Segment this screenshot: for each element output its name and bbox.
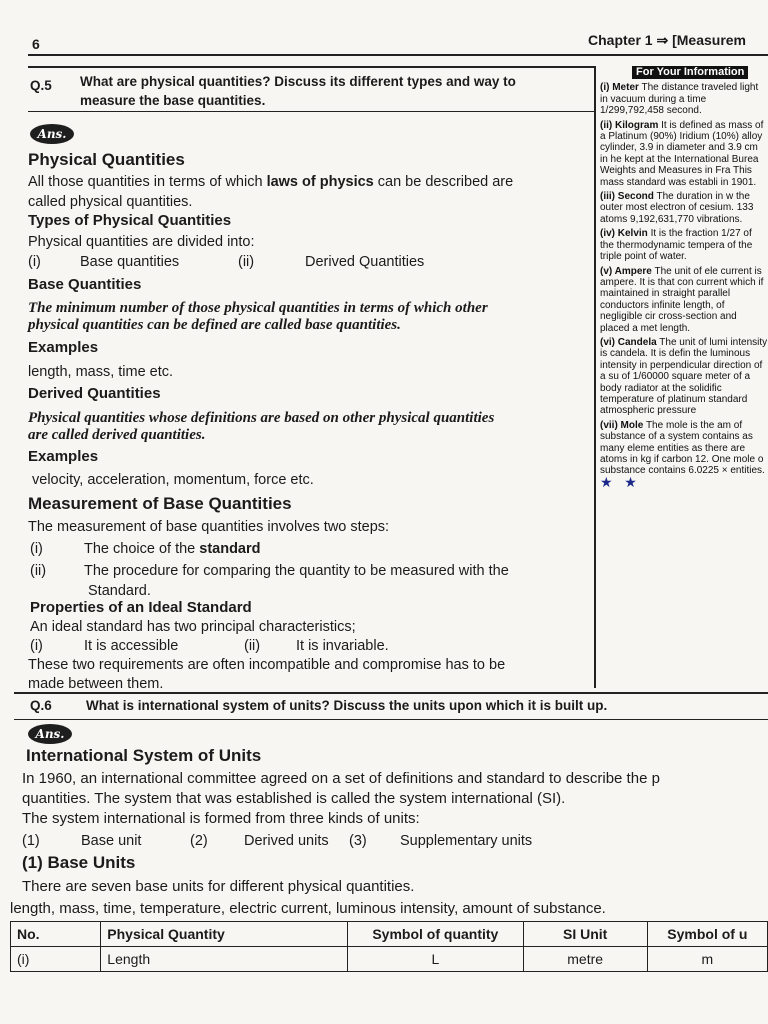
base-units-heading: (1) Base Units [22,853,136,872]
derived-examples-label: Examples [28,448,99,465]
cell-si-unit: metre [523,947,647,972]
q5-question-line2: measure the base quantities. [80,93,266,108]
step2-text [84,561,584,601]
types-item1-num: (i) [28,254,41,270]
types-heading: Types of Physical Quantities [28,212,232,229]
measurement-intro: The measurement of base quantities involves two steps: [28,519,390,535]
q5-number: Q.5 [30,78,52,93]
q6-question-rule [14,719,768,720]
kind1: Base unit [81,833,142,849]
sidebar-item-kelvin: (iv) Kelvin It is the fraction 1/27 of the thermodynamic tempera of the triple point of water. [600,228,753,263]
sidebar-item-second: (iii) Second The duration in w the outer most electron of cesium. 133 atoms 9,192,631,770 vibrations. [600,191,754,225]
cell-no: (i) [11,947,101,972]
ideal-c2-num: (ii) [244,638,261,654]
base-quantities-heading: Base Quantities [28,276,142,293]
sidebar-title: For Your Information [632,66,748,79]
q6-top-rule [14,692,768,694]
base-units-list: length, mass, time, temperature, electric current, luminous intensity, amount of substance. [10,900,606,917]
ideal-c2: It is invariable. [296,638,389,654]
physical-quantities-text [28,172,588,212]
ideal-note [28,656,590,694]
info-sidebar [600,66,768,488]
pq-text-bold: laws of physics [266,174,374,190]
th-no: No. [11,922,101,947]
derived-examples: velocity, acceleration, momentum, force etc. [32,472,314,488]
base-def-line2: physical quantities can be defined are called base quantities. [28,317,401,333]
th-symbol-quantity: Symbol of quantity [348,922,524,947]
sidebar-item-kilogram: (ii) Kilogram It is defined as mass of a Platinum (90%) Iridium (10%) alloy cylinder, 3.9 in diameter and 3.9 cm in he kept at the International Burea Weights and Measures in Fra This mass standard was establi in 1901. [600,119,764,188]
ideal-note-line1: These two requirements are often incompatible and compromise has to be [28,657,506,673]
si-heading: International System of Units [26,746,262,765]
types-item2-num: (ii) [238,254,255,270]
kind3: Supplementary units [400,833,533,849]
kind2-num: (2) [190,833,208,849]
cell-symbol-unit: m [647,947,767,972]
pq-text-post: can be described are [373,174,514,190]
step1-bold: standard [199,541,261,557]
step1-num: (i) [30,541,43,557]
kind2: Derived units [244,833,329,849]
kind1-num: (1) [22,833,40,849]
base-quantities-definition [28,300,590,334]
q6-ans-badge: Ans. [28,724,72,744]
q5-top-rule [28,66,596,68]
types-intro: Physical quantities are divided into: [28,234,255,250]
base-examples-label: Examples [28,339,99,356]
pq-text-pre: All those quantities in terms of which [28,174,267,190]
cell-physical-quantity: Length [101,947,348,972]
sidebar-item-mole: (vii) Mole The mole is the am of substance of a system contains as many eleme entities as there are atoms in kg if carbon 12. One mole o substance contains 6.0225 × entities. [600,419,765,477]
th-symbol-unit: Symbol of u [647,922,767,947]
th-physical-quantity: Physical Quantity [101,922,348,947]
types-item2: Derived Quantities [305,254,425,270]
ideal-standard-heading: Properties of an Ideal Standard [30,599,252,616]
step1-text [84,539,261,559]
derived-def-line2: are called derived quantities. [28,427,206,443]
base-def-line1: The minimum number of those physical quantities in terms of which other [28,300,488,316]
si-formed: The system international is formed from three kinds of units: [22,810,420,827]
chapter-title: Chapter 1 ⇒ [Measurem [588,32,746,48]
q6-number: Q.6 [30,698,52,713]
th-si-unit: SI Unit [523,922,647,947]
sidebar-item-ampere: (v) Ampere The unit of ele current is ampere. It is that con current which if maintained in straight parallel conductors infinite length, of negligible cir cross-section and placed a met length. [600,265,764,334]
ideal-note-line2: made between them. [28,676,164,692]
si-para-line1: In 1960, an international committee agreed on a set of definitions and standard to describe the p [22,770,660,787]
measurement-heading: Measurement of Base Quantities [28,494,292,513]
q5-ans-badge: Ans. [30,124,74,144]
kind3-num: (3) [349,833,367,849]
step1-pre: The choice of the [84,541,200,557]
cell-symbol-quantity: L [348,947,524,972]
step2-line1: The procedure for comparing the quantity to be measured with the [84,563,509,579]
pq-text-line2: called physical quantities. [28,194,193,210]
q6-question: What is international system of units? Discuss the units upon which it is built up. [86,698,608,713]
derived-quantities-definition [28,410,590,444]
sidebar-divider [594,66,596,688]
q5-question-line1: What are physical quantities? Discuss its different types and way to [80,74,516,89]
derived-quantities-heading: Derived Quantities [28,385,161,402]
sidebar-item-candela: (vi) Candela The unit of lumi intensity is candela. It is defin the luminous intensity in perpendicular direction of a su of 1/60000 square meter of a body radiator at the solidific temperature of platinum standard atmospheric pressure [600,336,768,417]
q5-question-rule [28,111,596,112]
base-units-intro: There are seven base units for different physical quantities. [22,878,415,895]
derived-def-line1: Physical quantities whose definitions are based on other physical quantities [28,410,495,426]
physical-quantities-heading: Physical Quantities [28,150,185,169]
ideal-c1-num: (i) [30,638,43,654]
header-rule [28,54,768,56]
ideal-c1: It is accessible [84,638,179,654]
page-number: 6 [32,36,40,52]
types-item1: Base quantities [80,254,180,270]
si-paragraph [22,769,768,809]
step2-line2: Standard. [88,583,151,599]
step2-num: (ii) [30,563,47,579]
table-header-row [11,922,768,947]
sidebar-item-meter: (i) Meter The distance traveled light in vacuum during a time 1/299,792,458 second. [600,82,759,117]
ideal-intro: An ideal standard has two principal characteristics; [30,619,356,635]
si-para-line2: quantities. The system that was established is called the system international (SI). [22,790,566,807]
base-units-table [10,921,768,972]
base-examples: length, mass, time etc. [28,364,174,380]
q5-question [80,72,588,110]
table-row [11,947,768,972]
star-marks-icon: ★ ★ [600,473,637,490]
